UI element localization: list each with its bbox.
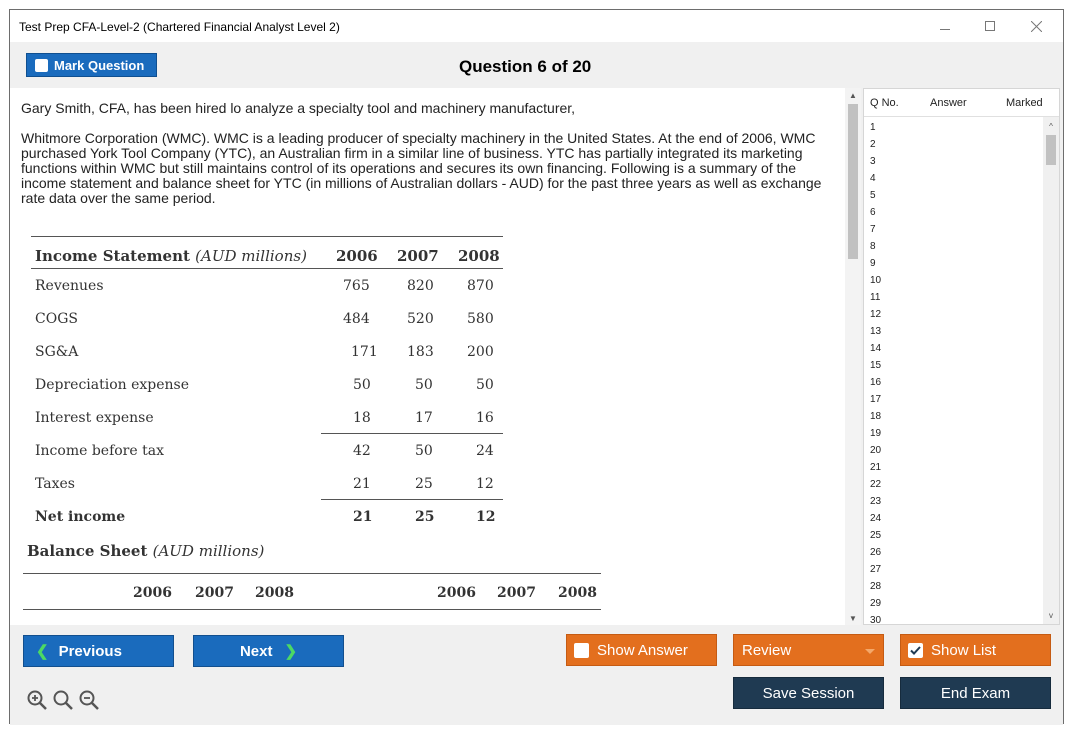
question-list-row[interactable] [864,374,1044,391]
question-list-row[interactable] [864,612,1044,625]
end-exam-button[interactable] [900,677,1051,709]
question-number: 22 [870,479,882,490]
question-list-header [864,89,1059,117]
question-intro: Gary Smith, CFA, has been hired lo analyze a specialty tool and machinery manufacturer, [21,100,576,116]
balance-sheet-unit: (AUD millions) [152,542,265,560]
window-title: Test Prep CFA-Level-2 (Chartered Financial Analyst Level 2) [19,20,340,34]
question-list-row[interactable] [864,153,1044,170]
question-list-row[interactable] [864,425,1044,442]
question-number: 24 [870,513,882,524]
end-exam-label: End Exam [940,684,1011,702]
chevron-right-icon: ❯ [284,643,298,660]
question-number: 1 [870,122,876,133]
question-list-row[interactable] [864,119,1044,136]
question-number: 10 [870,275,882,286]
question-list-scrollbar[interactable] [1043,117,1059,624]
is-cell: 520 [407,311,434,327]
question-number: 3 [870,156,876,167]
is-cell: 580 [467,311,494,327]
chevron-left-icon: ❮ [36,643,49,660]
is-cell: 171 [351,344,378,360]
dropdown-arrow-icon [865,649,875,654]
is-cell: 50 [476,377,494,393]
is-cell: 50 [353,377,371,393]
question-number: 7 [870,224,876,235]
question-number: 15 [870,360,882,371]
question-number: 27 [870,564,882,575]
is-cell: 765 [343,278,370,294]
app-window [9,9,1064,724]
question-number: 9 [870,258,876,269]
question-number: 19 [870,428,882,439]
question-number: 8 [870,241,876,252]
question-list-row[interactable] [864,340,1044,357]
question-number: 28 [870,581,882,592]
is-cell: 870 [467,278,494,294]
is-cell: 12 [476,476,494,492]
question-list-row[interactable] [864,544,1044,561]
question-list-row[interactable] [864,221,1044,238]
zoom-reset-icon[interactable] [52,689,74,711]
question-number: 6 [870,207,876,218]
is-cell: 17 [415,410,433,426]
qno-header: Q No. [870,97,899,109]
question-list-row[interactable] [864,323,1044,340]
zoom-out-icon[interactable] [78,689,100,711]
next-label: Next [239,642,273,660]
question-number: 16 [870,377,882,388]
question-number: 4 [870,173,876,184]
question-list-row[interactable] [864,561,1044,578]
mark-question-label: Mark Question [54,57,145,73]
balance-sheet-title-text: Balance Sheet [27,542,148,560]
close-button[interactable] [1014,14,1058,38]
is-cell: 183 [407,344,434,360]
show-list-checkbox-icon [908,643,923,658]
question-list-row[interactable] [864,187,1044,204]
income-statement-unit: (AUD millions) [195,247,307,265]
bs-year-left: 2007 [195,585,234,601]
is-cell: 50 [415,377,433,393]
question-list-row[interactable] [864,391,1044,408]
is-cell: 16 [476,410,494,426]
title-bar [10,10,1063,42]
list-scroll-down-icon[interactable]: v [1049,610,1053,620]
is-row-label: Taxes [35,476,75,492]
list-scroll-thumb[interactable] [1046,135,1056,165]
bs-year-right: 2006 [437,585,476,601]
show-answer-button[interactable] [566,634,717,666]
is-cell: 200 [467,344,494,360]
is-row-label: Net income [35,509,126,525]
scroll-down-arrow-icon[interactable]: ▼ [849,613,857,623]
is-cell: 50 [415,443,433,459]
next-button[interactable] [193,635,344,667]
is-row-label: SG&A [35,344,79,360]
question-number: 21 [870,462,882,473]
previous-label: Previous [58,642,122,660]
question-number: 2 [870,139,876,150]
is-row-label: Revenues [35,278,104,294]
show-answer-checkbox-icon [574,643,589,658]
question-number: 26 [870,547,882,558]
question-pane [10,88,845,625]
close-icon [1031,21,1042,32]
save-session-button[interactable] [733,677,884,709]
question-number: 23 [870,496,882,507]
save-session-label: Save Session [762,684,855,702]
zoom-controls [26,689,100,711]
is-cell: 12 [476,509,496,525]
is-row-label: COGS [35,311,78,327]
is-year-2006: 2006 [336,247,378,265]
bottom-bar [10,625,1063,725]
question-scrollbar[interactable] [845,88,861,625]
is-year-2008: 2008 [458,247,500,265]
question-list-row[interactable] [864,136,1044,153]
question-list-row[interactable] [864,408,1044,425]
question-toolbar [10,42,1063,88]
marked-header: Marked [1006,97,1043,109]
maximize-button[interactable] [968,14,1012,38]
previous-button[interactable] [23,635,174,667]
is-cell: 820 [407,278,434,294]
is-cell: 21 [353,509,373,525]
scroll-up-arrow-icon[interactable]: ▲ [849,90,857,100]
income-statement-title-text: Income Statement [35,247,190,265]
question-list-row[interactable] [864,255,1044,272]
is-cell: 18 [353,410,371,426]
question-number: 30 [870,615,882,625]
question-list-row[interactable] [864,238,1044,255]
is-cell: 25 [415,476,433,492]
question-list-row[interactable] [864,306,1044,323]
review-label: Review [742,641,792,659]
bs-year-right: 2007 [497,585,536,601]
bs-year-left: 2006 [133,585,172,601]
income-statement-table [23,236,503,536]
balance-sheet-title [27,542,264,560]
question-scroll-thumb[interactable] [848,104,858,259]
question-number: 25 [870,530,882,541]
show-list-label: Show List [931,641,997,659]
question-list-row[interactable] [864,459,1044,476]
is-cell: 21 [353,476,371,492]
question-number: 17 [870,394,882,405]
question-number: 20 [870,445,882,456]
question-list-panel [863,88,1060,625]
answer-header: Answer [930,97,967,109]
question-number: 29 [870,598,882,609]
is-row-label: Interest expense [35,410,154,426]
question-number: 11 [870,292,881,303]
show-list-button[interactable] [900,634,1051,666]
question-list-row[interactable] [864,578,1044,595]
question-list-row[interactable] [864,357,1044,374]
minimize-icon [940,29,950,30]
question-list-row[interactable] [864,289,1044,306]
is-row-label: Income before tax [35,443,164,459]
question-list-row[interactable] [864,527,1044,544]
maximize-icon [985,21,995,31]
question-list-row[interactable] [864,510,1044,527]
is-row-label: Depreciation expense [35,377,190,393]
question-number: 14 [870,343,882,354]
question-list-row[interactable] [864,442,1044,459]
question-number: 5 [870,190,876,201]
question-list-row[interactable] [864,272,1044,289]
question-number: 12 [870,309,882,320]
is-cell: 25 [415,509,435,525]
zoom-in-icon[interactable] [26,689,48,711]
bs-year-right: 2008 [558,585,597,601]
list-scroll-up-icon[interactable]: ^ [1049,121,1053,131]
is-cell: 24 [476,443,494,459]
mark-checkbox-icon [35,59,48,72]
mark-question-button[interactable] [26,53,157,77]
is-year-2007: 2007 [397,247,439,265]
show-answer-label: Show Answer [597,641,688,659]
review-dropdown[interactable] [733,634,884,666]
income-statement-title [35,247,307,265]
question-list-row[interactable] [864,595,1044,612]
question-list-row[interactable] [864,204,1044,221]
question-list-row[interactable] [864,170,1044,187]
question-list-row[interactable] [864,493,1044,510]
question-list-row[interactable] [864,476,1044,493]
question-number: 13 [870,326,882,337]
question-body: Whitmore Corporation (WMC). WMC is a leading producer of specialty machinery in the United States. At the end of 2006, WMC purchased York Tool Company (YTC), an Australian firm in a similar line of business. YTC has partially integrated its marketing functions within WMC but still maintains control of its operations and secures its own financing. Following is a summary of the income statement and balance sheet for YTC (in millions of Australian dollars - AUD) for the past three years as well as exchange rate data over the same period. [21,130,822,206]
minimize-button[interactable] [923,14,967,38]
question-counter: Question 6 of 20 [459,57,592,76]
is-cell: 42 [353,443,371,459]
bs-year-left: 2008 [255,585,294,601]
is-cell: 484 [343,311,370,327]
balance-sheet-table [23,540,623,625]
question-number: 18 [870,411,882,422]
